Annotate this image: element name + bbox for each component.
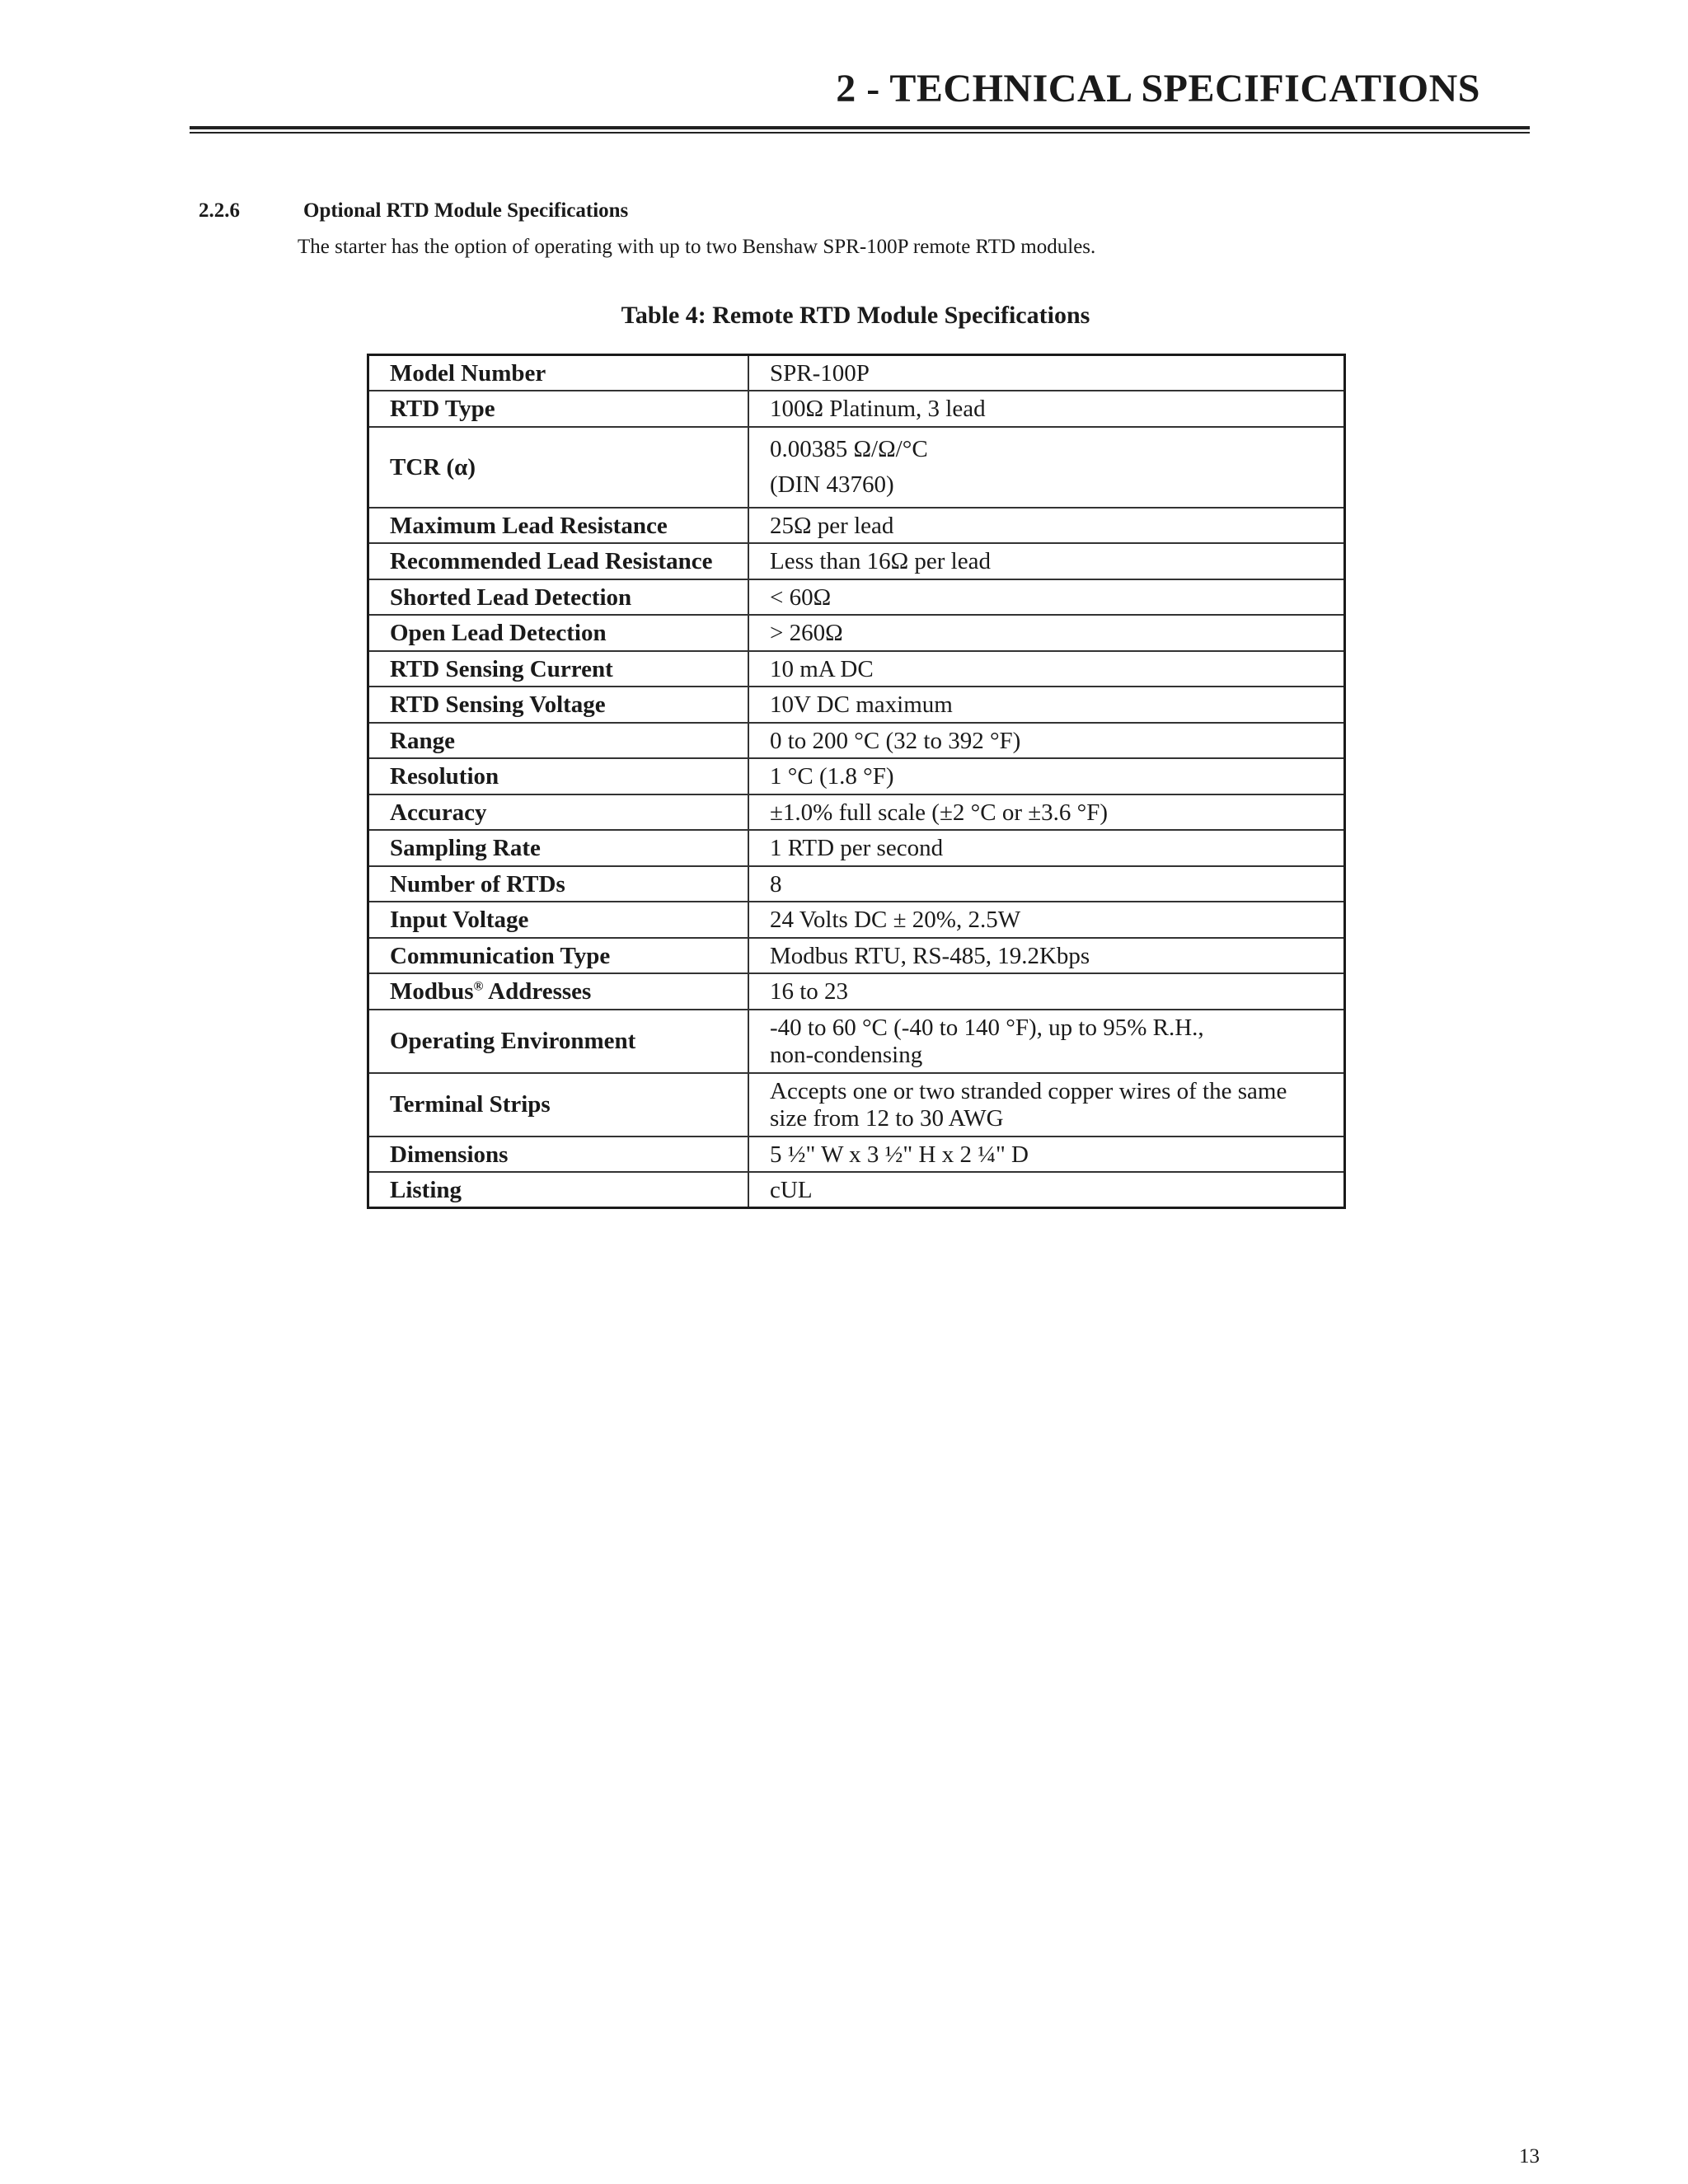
spec-label-suffix: Addresses xyxy=(483,978,592,1005)
spec-label: Recommended Lead Resistance xyxy=(368,543,749,579)
table-row xyxy=(368,973,1345,1009)
table-row xyxy=(368,615,1345,650)
spec-value: 5 ½" W x 3 ½" H x 2 ¼" D xyxy=(748,1137,1345,1172)
table-row xyxy=(368,830,1345,865)
spec-label: Sampling Rate xyxy=(368,830,749,865)
spec-value-line: (DIN 43760) xyxy=(770,471,894,499)
table-row xyxy=(368,651,1345,687)
section-intro: The starter has the option of operating with up to two Benshaw SPR-100P remote RTD modules. xyxy=(298,236,1096,258)
spec-label: RTD Sensing Voltage xyxy=(368,687,749,722)
spec-label: Listing xyxy=(368,1172,749,1208)
spec-value: cUL xyxy=(748,1172,1345,1208)
chapter-title: 2 - TECHNICAL SPECIFICATIONS xyxy=(836,67,1480,110)
spec-label: Range xyxy=(368,723,749,758)
table-row xyxy=(368,758,1345,794)
table-row xyxy=(368,355,1345,391)
spec-value-line: Accepts one or two stranded copper wires of the same xyxy=(770,1078,1287,1105)
spec-value: 100Ω Platinum, 3 lead xyxy=(748,391,1345,426)
spec-label: Terminal Strips xyxy=(368,1073,749,1137)
registered-mark: ® xyxy=(473,979,484,994)
spec-label: Operating Environment xyxy=(368,1010,749,1073)
section-number: 2.2.6 xyxy=(199,199,240,222)
spec-value: Less than 16Ω per lead xyxy=(748,543,1345,579)
spec-value: 1 °C (1.8 °F) xyxy=(748,758,1345,794)
spec-label: Input Voltage xyxy=(368,902,749,937)
table-row xyxy=(368,1172,1345,1208)
table-caption: Table 4: Remote RTD Module Specifications xyxy=(621,302,1090,329)
spec-label: Open Lead Detection xyxy=(368,615,749,650)
table-row xyxy=(368,723,1345,758)
spec-label: Maximum Lead Resistance xyxy=(368,508,749,543)
spec-label: RTD Type xyxy=(368,391,749,426)
spec-value: 24 Volts DC ± 20%, 2.5W xyxy=(748,902,1345,937)
table-row xyxy=(368,866,1345,902)
table-row xyxy=(368,1137,1345,1172)
spec-label-text: Modbus xyxy=(390,978,474,1005)
spec-value: 16 to 23 xyxy=(748,973,1345,1009)
table-row xyxy=(368,1010,1345,1073)
spec-value-line: 0.00385 Ω/Ω/°C xyxy=(770,435,928,462)
spec-table xyxy=(367,354,1346,1209)
spec-value xyxy=(748,1010,1345,1073)
spec-value: > 260Ω xyxy=(748,615,1345,650)
spec-value: 10V DC maximum xyxy=(748,687,1345,722)
spec-label: Dimensions xyxy=(368,1137,749,1172)
spec-value: ±1.0% full scale (±2 °C or ±3.6 °F) xyxy=(748,794,1345,830)
spec-value: 25Ω per lead xyxy=(748,508,1345,543)
spec-value: 8 xyxy=(748,866,1345,902)
spec-label: Number of RTDs xyxy=(368,866,749,902)
spec-value xyxy=(748,427,1345,508)
table-row xyxy=(368,938,1345,973)
table-row xyxy=(368,1073,1345,1137)
spec-value xyxy=(748,1073,1345,1137)
table-row xyxy=(368,543,1345,579)
table-row xyxy=(368,391,1345,426)
spec-value: 0 to 200 °C (32 to 392 °F) xyxy=(748,723,1345,758)
spec-label: Model Number xyxy=(368,355,749,391)
header-rule-thin xyxy=(190,132,1530,134)
spec-label: Accuracy xyxy=(368,794,749,830)
spec-label: RTD Sensing Current xyxy=(368,651,749,687)
spec-label: Communication Type xyxy=(368,938,749,973)
spec-value: Modbus RTU, RS-485, 19.2Kbps xyxy=(748,938,1345,973)
table-row xyxy=(368,902,1345,937)
table-row xyxy=(368,427,1345,508)
page-number: 13 xyxy=(1519,2145,1540,2168)
spec-value: 10 mA DC xyxy=(748,651,1345,687)
spec-label xyxy=(368,973,749,1009)
spec-value: SPR-100P xyxy=(748,355,1345,391)
spec-label: Shorted Lead Detection xyxy=(368,579,749,615)
section-heading: Optional RTD Module Specifications xyxy=(303,199,629,222)
spec-value-line: -40 to 60 °C (-40 to 140 °F), up to 95% R.H., xyxy=(770,1015,1204,1042)
header-rule-thick xyxy=(190,126,1530,129)
spec-value-line: size from 12 to 30 AWG xyxy=(770,1104,1004,1132)
spec-value: < 60Ω xyxy=(748,579,1345,615)
table-row xyxy=(368,794,1345,830)
spec-value: 1 RTD per second xyxy=(748,830,1345,865)
spec-label: Resolution xyxy=(368,758,749,794)
spec-label: TCR (α) xyxy=(368,427,749,508)
table-row xyxy=(368,687,1345,722)
table-row xyxy=(368,508,1345,543)
table-row xyxy=(368,579,1345,615)
spec-value-line: non-condensing xyxy=(770,1041,923,1068)
